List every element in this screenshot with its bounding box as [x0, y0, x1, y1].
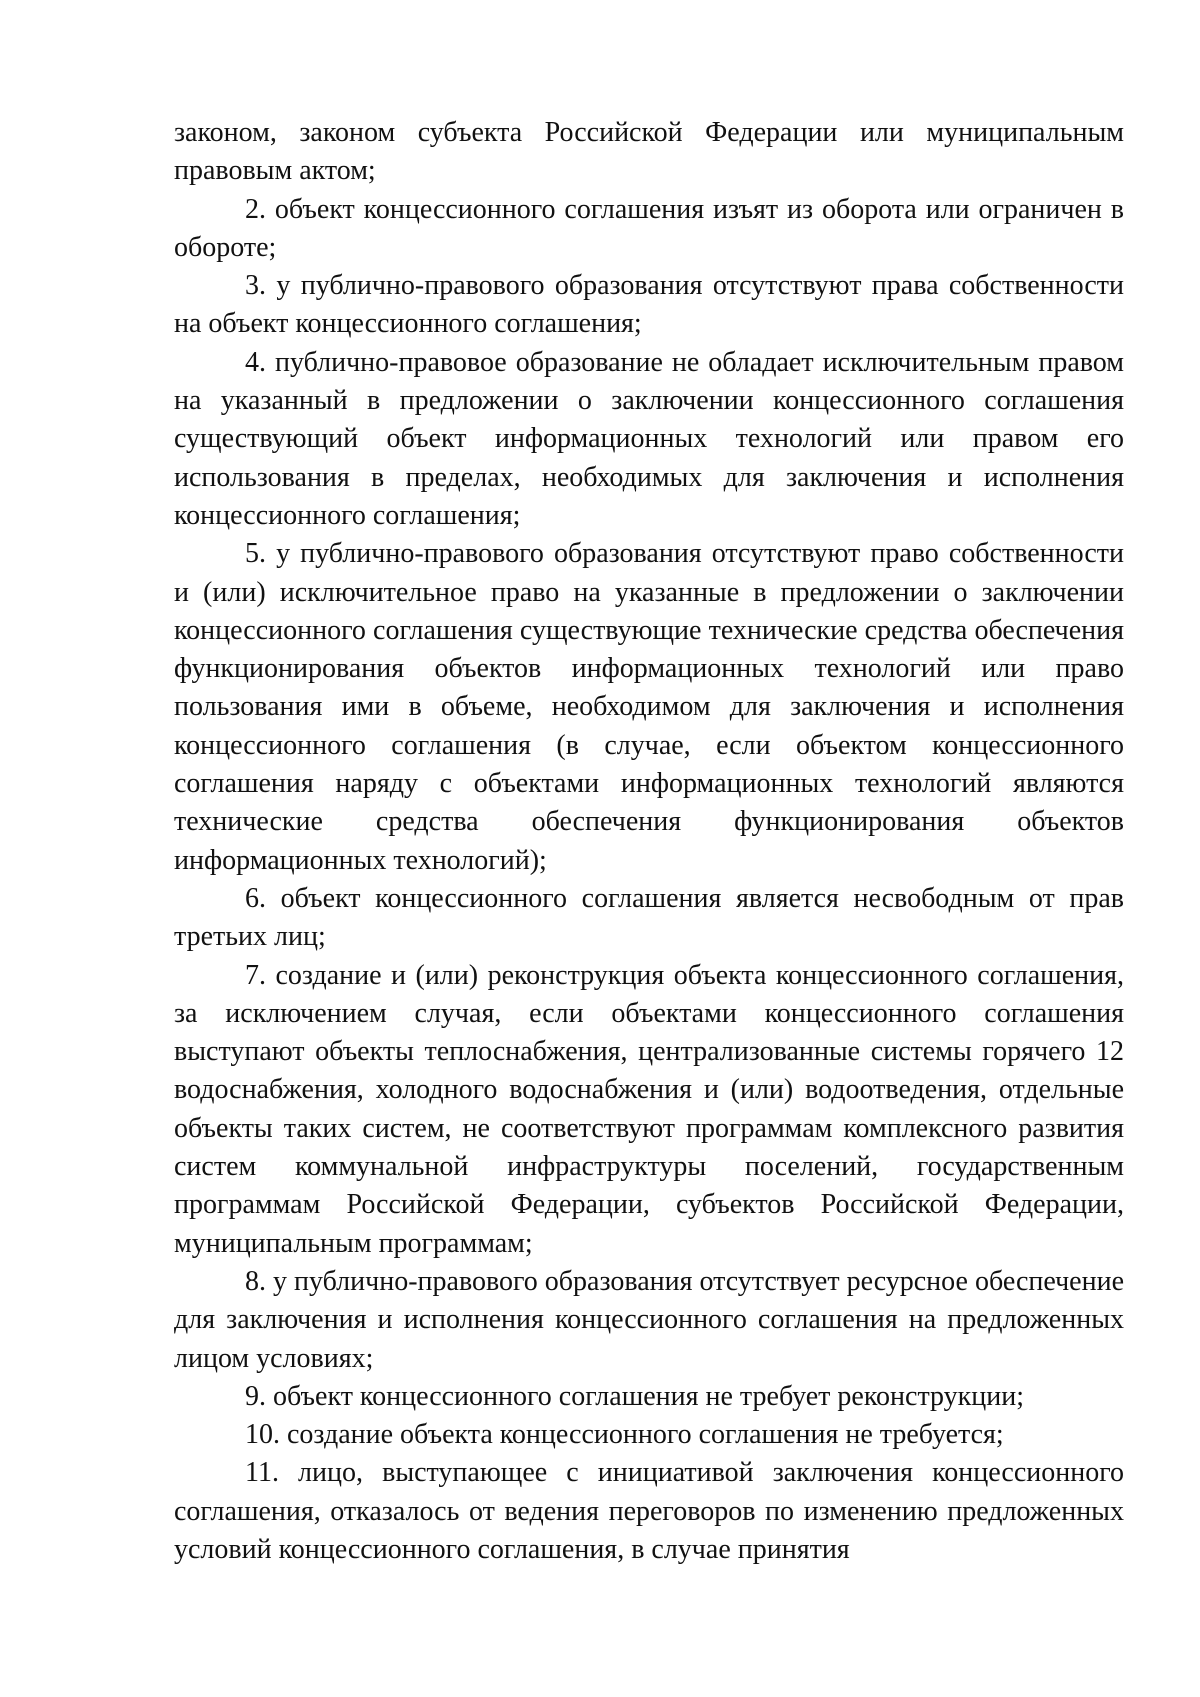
list-item-9: 9. объект концессионного соглашения не требует реконструкции;	[245, 1380, 1024, 1412]
list-item-8: 8. у публично-правового образования отсутствует ресурсное обеспечение для заключения и исполнения концессионного соглашения на предложенных лицом условиях;	[174, 1265, 1124, 1374]
list-item-5: 5. у публично-правового образования отсутствуют право собственности и (или) исключительное право на указанные в предложении о заключении концессионного соглашения существующие технические средства обеспечения функционирования объектов информационных технологий или право пользования ими в объеме, необходимом для заключения и исполнения концессионного соглашения (в случае, если объектом концессионного соглашения наряду с объектами информационных технологий являются технические средства обеспечения функционирования объектов информационных технологий);	[174, 538, 1124, 876]
list-item-2: 2. объект концессионного соглашения изъят из оборота или ограничен в обороте;	[174, 193, 1124, 263]
paragraph-continuation: законом, законом субъекта Российской Федерации или муниципальным правовым актом;	[174, 117, 1124, 187]
list-item-10: 10. создание объекта концессионного соглашения не требуется;	[245, 1419, 1004, 1451]
list-item-7: 7. создание и (или) реконструкция объекта концессионного соглашения, за исключением случая, если объектами концессионного соглашения выступают объекты теплоснабжения, централизованные системы горячего 12 водоснабжения, холодного водоснабжения и (или) водоотведения, отдельные объекты таких систем, не соответствуют программам комплексного развития систем коммунальной инфраструктуры поселений, государственным программам Российской Федерации, субъектов Российской Федерации, муниципальным программам;	[174, 959, 1124, 1259]
list-item-4: 4. публично-правовое образование не обладает исключительным правом на указанный в предложении о заключении концессионного соглашения существующий объект информационных технологий или правом его использования в пределах, необходимых для заключения и исполнения концессионного соглашения;	[174, 346, 1124, 531]
list-item-3: 3. у публично-правового образования отсутствуют права собственности на объект концессионного соглашения;	[174, 270, 1124, 340]
list-item-11: 11. лицо, выступающее с инициативой заключения концессионного соглашения, отказалось от ведения переговоров по изменению предложенных условий концессионного соглашения, в случае принятия	[174, 1457, 1124, 1565]
list-item-6: 6. объект концессионного соглашения является несвободным от прав третьих лиц;	[174, 882, 1124, 953]
document-page	[174, 114, 1124, 1569]
